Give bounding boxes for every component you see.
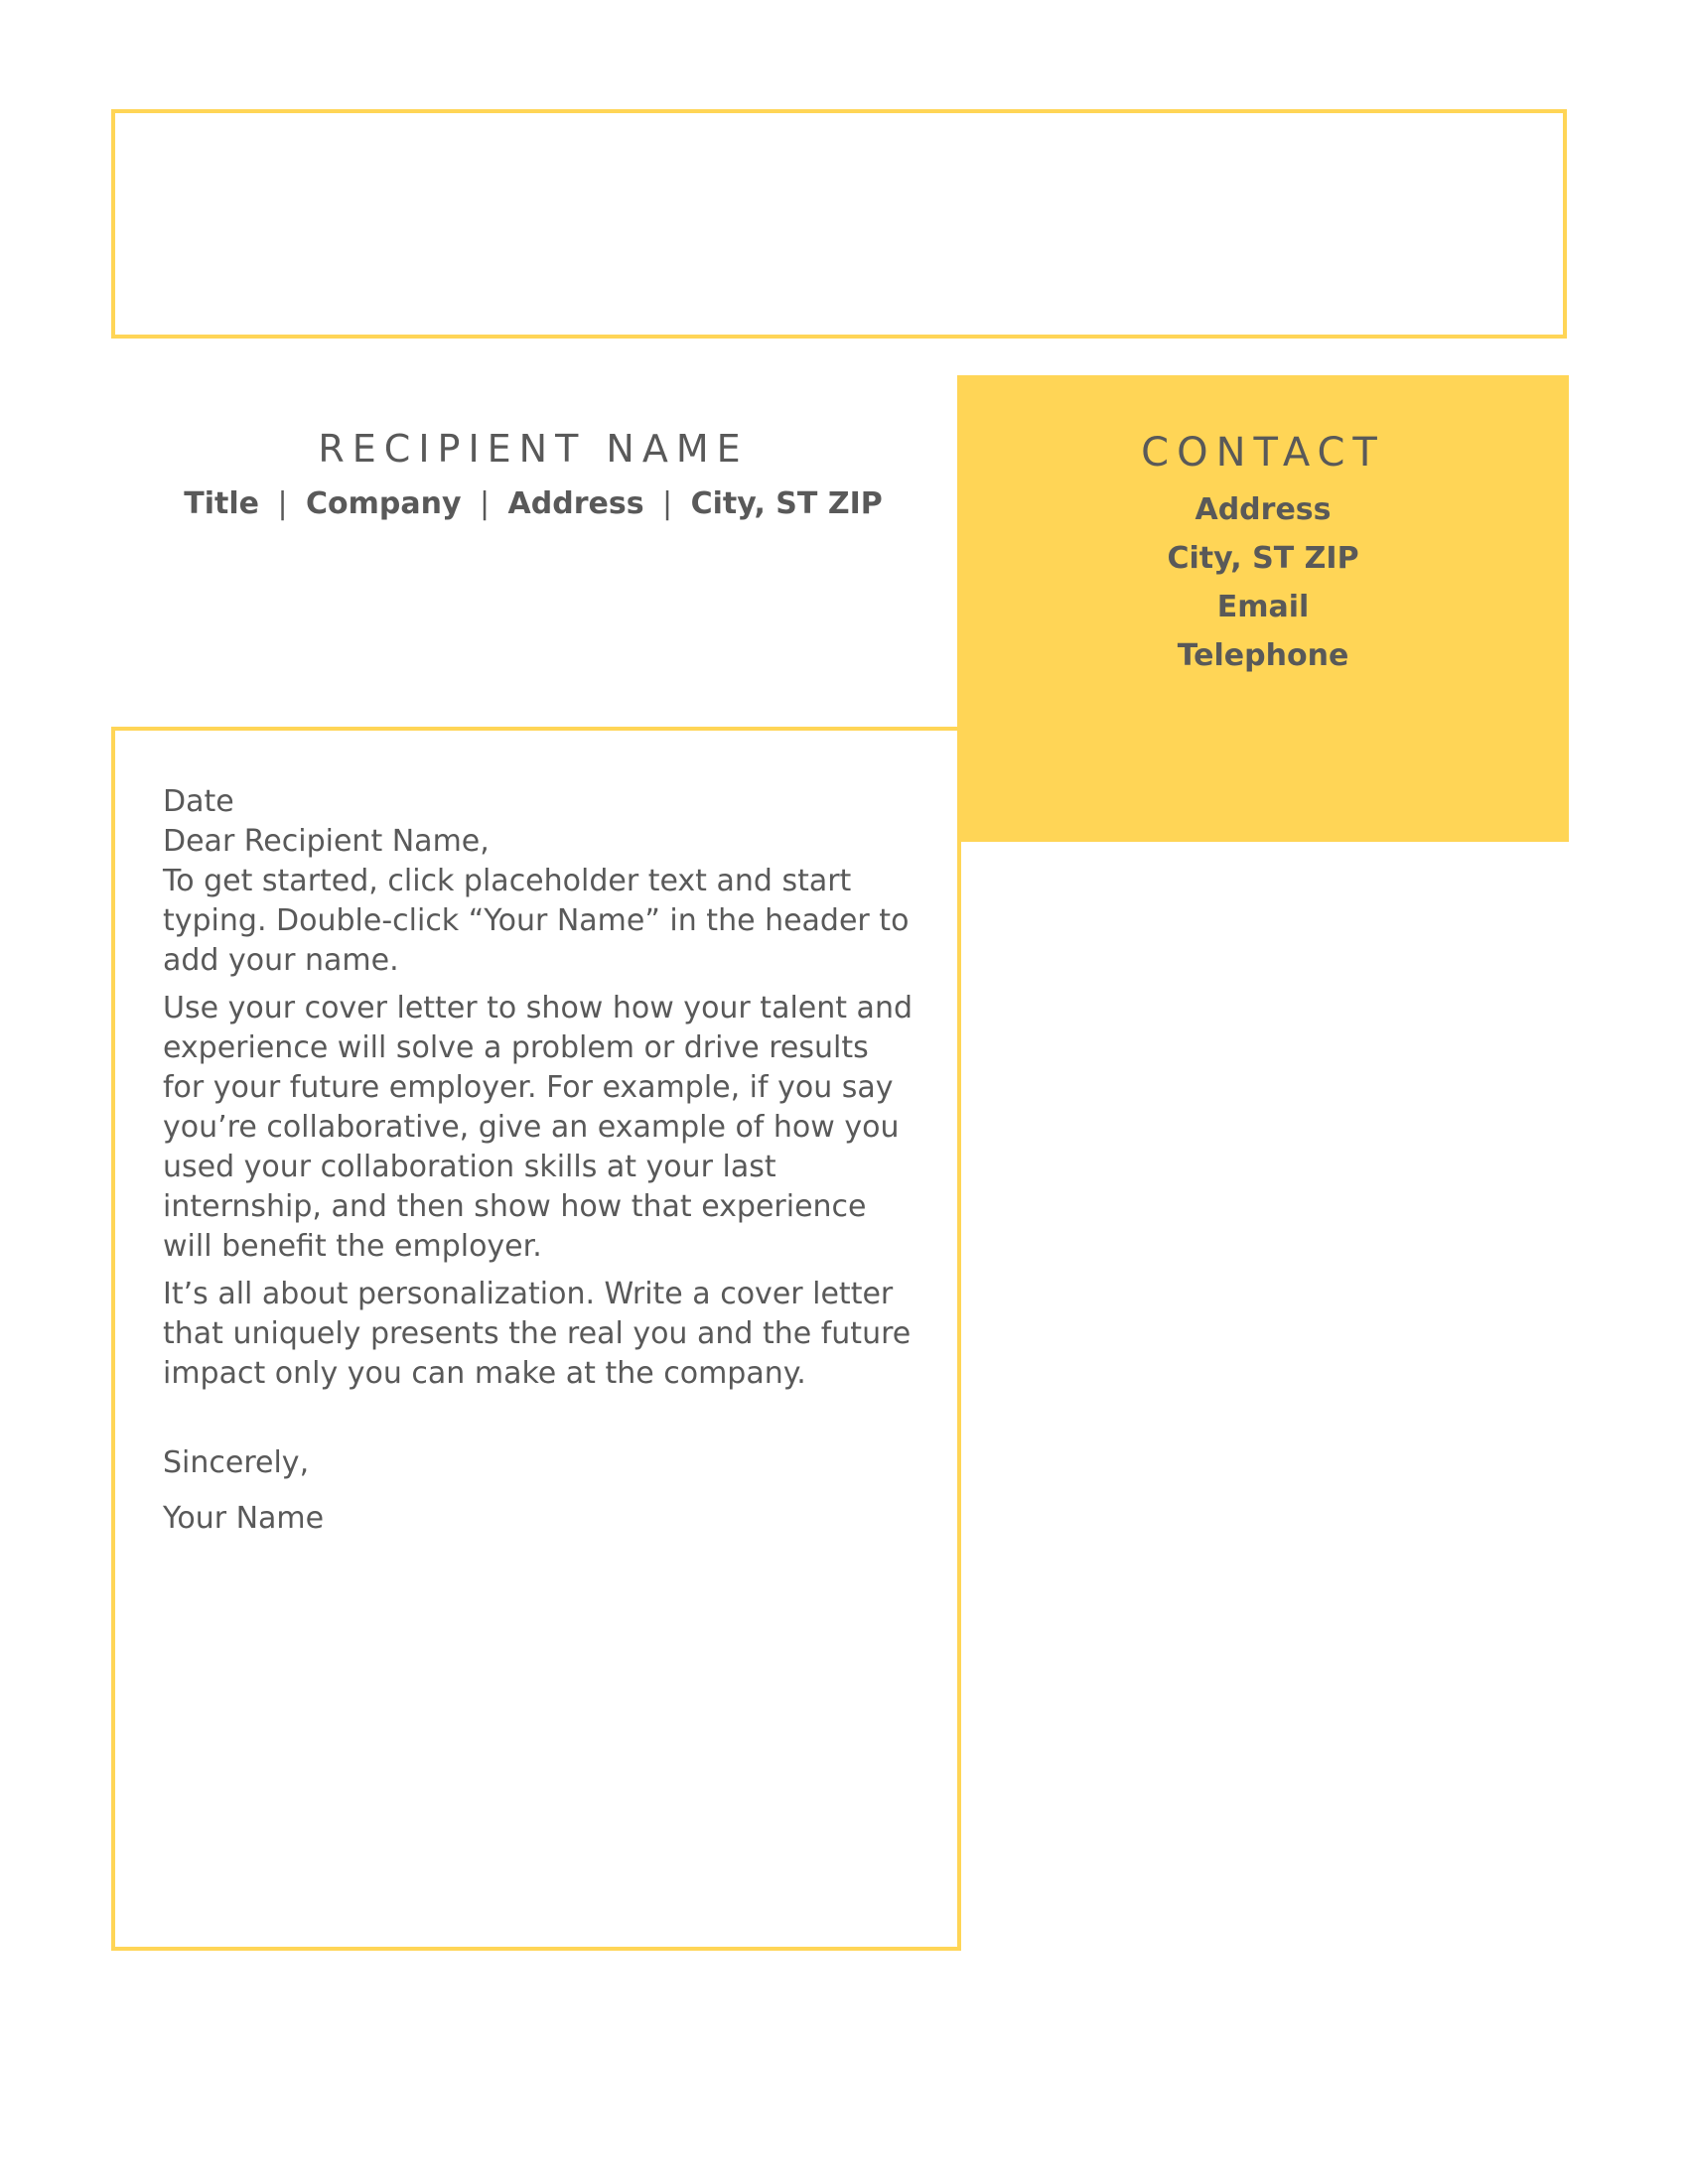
separator: |: [277, 486, 288, 521]
recipient-city-zip[interactable]: City, ST ZIP: [690, 486, 883, 521]
letter-salutation[interactable]: Dear Recipient Name,: [163, 824, 490, 859]
letter-signature[interactable]: Your Name: [163, 1501, 325, 1536]
recipient-company[interactable]: Company: [306, 486, 462, 521]
letter-content: [163, 782, 917, 1539]
letter-date[interactable]: Date: [163, 784, 234, 819]
recipient-details: [111, 484, 955, 524]
recipient-address[interactable]: Address: [507, 486, 644, 521]
letter-closing[interactable]: Sincerely,: [163, 1445, 310, 1480]
recipient-name[interactable]: RECIPIENT NAME: [318, 427, 749, 471]
header-name-box[interactable]: [111, 109, 1567, 339]
contact-panel: [957, 375, 1569, 842]
separator: |: [479, 486, 491, 521]
contact-address[interactable]: Address: [1195, 492, 1332, 527]
contact-email[interactable]: Email: [1216, 590, 1310, 624]
contact-heading: CONTACT: [1141, 430, 1385, 476]
separator: |: [662, 486, 673, 521]
letter-paragraph[interactable]: To get started, click placeholder text and start typing. Double-click “Your Name” in the header to add your name.: [163, 864, 910, 978]
contact-telephone[interactable]: Telephone: [1177, 638, 1349, 673]
letter-paragraph[interactable]: Use your cover letter to show how your talent and experience will solve a problem or drive results for your future employer. For example, if you say you’re collaborative, give an example of how you used your collaboration skills at your last internship, and then show how that experience will benefit the employer.: [163, 991, 913, 1264]
contact-city-zip[interactable]: City, ST ZIP: [1167, 541, 1359, 576]
recipient-title[interactable]: Title: [184, 486, 259, 521]
recipient-block: [111, 427, 955, 524]
contact-lines: [957, 485, 1569, 680]
letter-paragraph[interactable]: It’s all about personalization. Write a cover letter that uniquely presents the real you and the future impact only you can make at the company.: [163, 1277, 912, 1391]
